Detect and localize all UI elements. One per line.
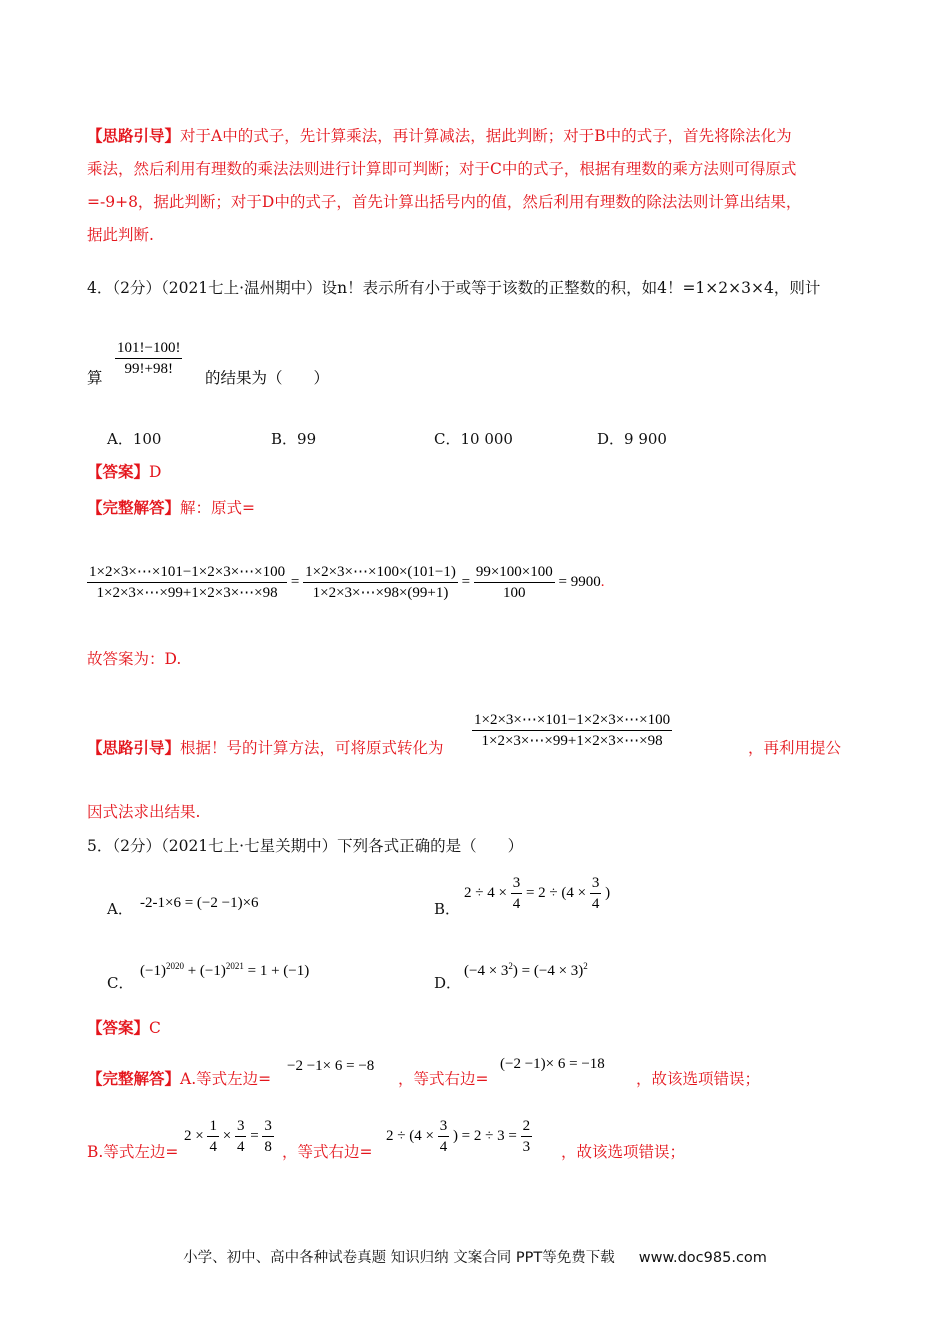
- question-5-stem: 5．（2分）（2021七上·七星关期中）下列各式正确的是（ ）: [87, 837, 524, 855]
- q4-option-a: A．100: [107, 430, 162, 448]
- q5-sol-a-expr1: −2 −1× 6 = −8: [287, 1058, 375, 1074]
- fraction: $\frac{101!-100!}{99!+98!}$: [117, 340, 181, 377]
- q5-option-a: -2-1×6 = (−2 −1)×6: [140, 895, 259, 911]
- footer-link[interactable]: www.doc985.com: [638, 1250, 767, 1266]
- fraction: $\frac{1\times 2\times 3\times\cdots\times 100\times(101-1)}{1\times 2\times 3\times\cdots\times 98\times(99+1)}$: [305, 564, 456, 601]
- q5-option-d-label: D．: [434, 974, 462, 992]
- fraction: $\frac{1\times 2\times 3\times\cdots\times 101-1\times 2\times 3\times\cdots\times 100}{1\times 2\times 3\times\cdots\times 99+1\times 2\times 3\times\cdots\times 98}$: [474, 712, 671, 749]
- q4-hint-line1: 【思路引导】根据！号的计算方法，可将原式转化为: [87, 739, 444, 757]
- q5-option-b-label: B．: [434, 900, 461, 918]
- q5-option-b: 2 ÷ 4 × $\frac{3}{4}$ = 2 ÷ (4 × $\frac{3}{4}$ ): [464, 875, 611, 912]
- fraction: $\frac{3}{4}$: [591, 875, 600, 912]
- fraction: $\frac{1}{4}$: [209, 1118, 217, 1155]
- fraction: $\frac{2}{3}$: [522, 1118, 531, 1155]
- q4-solution-formula: $\frac{1\times 2\times 3\times\cdots\times 101-1\times 2\times 3\times\cdots\times 100}{1\times 2\times 3\times\cdots\times 99+1\times 2\times 3\times\cdots\times 98}$ = $\frac{1\times 2\times 3\times\cdots\times 100\times(101-1)}{1\times 2\times 3\times\cdots\times 98\times(99+1)}$ = $\frac{99\times 100\times 100}{100}$ = 9900.: [89, 564, 605, 601]
- q5-sol-b-expr1: 2 × $\frac{1}{4}$ × $\frac{3}{4}$ = $\frac{3}{8}$: [184, 1118, 272, 1155]
- q4-option-c: C．10 000: [434, 430, 513, 448]
- fraction: $\frac{3}{4}$: [512, 875, 521, 912]
- q4-solution: 【完整解答】解：原式=: [87, 499, 256, 517]
- fraction: $\frac{3}{4}$: [236, 1118, 245, 1155]
- hint-paragraph-q3: 【思路引导】对于A中的式子，先计算乘法，再计算减法，据此判断；对于B中的式子，首先将除法化为 乘法，然后利用有理数的乘法法则进行计算即可判断；对于C中的式子，根据有理数的乘方法则可得原式 =-9+8，据此判断；对于D中的式子，首先计算出括号内的值，然后利用有理数的除法法则计算出结果， 据此判断.: [87, 127, 802, 244]
- fraction: $\frac{1\times 2\times 3\times\cdots\times 101-1\times 2\times 3\times\cdots\times 100}{1\times 2\times 3\times\cdots\times 99+1\times 2\times 3\times\cdots\times 98}$: [89, 564, 286, 601]
- q5-answer: 【答案】C: [87, 1019, 161, 1037]
- page-footer: 小学、初中、高中各种试卷真题 知识归纳 文案合同 PPT等免费下载 www.doc985.com: [183, 1250, 767, 1266]
- fraction: $\frac{3}{8}$: [264, 1118, 272, 1155]
- question-4-stem: 4．（2分）（2021七上·温州期中）设n！表示所有小于或等于该数的正整数的积，如4！=1×2×3×4，则计: [87, 279, 821, 297]
- q4-hint-formula: [472, 710, 672, 751]
- q4-hint-line2: 因式法求出结果.: [87, 803, 201, 821]
- q5-option-a-label: A．: [107, 900, 133, 918]
- q5-option-c: $(-1)^{2020} + (-1)^{2021} = 1 + (-1)$: [140, 961, 310, 979]
- q5-solution-b: B.等式左边=: [87, 1143, 179, 1161]
- hint-label: 【思路引导】: [87, 127, 181, 145]
- q5-option-c-label: C．: [107, 974, 134, 992]
- q4-conclusion: 故答案为：D.: [87, 650, 182, 668]
- fraction: $\frac{3}{4}$: [439, 1118, 448, 1155]
- document-page: 【思路引导】对于A中的式子，先计算乘法，再计算减法，据此判断；对于B中的式子，首先将除法化为 乘法，然后利用有理数的乘法法则进行计算即可判断；对于C中的式子，根据有理数的乘方法则可得原式 =-9+8，据此判断；对于D中的式子，首先计算出括号内的值，然后利用有理数的除法法则计算出结果， 据此判断. 4．（2分）（2021七上·温州期中）设n！表示所有小于或等于该数的正整数的积，如4！=1×2×3×4，则计 算 $\frac{101!-100!}{99!+98!}$ 的结果为（ ） A．100 B．99 C．10 000 D．9 900 【答案】D 【完整解答】解：原式= $\frac{1\times 2\times 3\times\cdots\times 101-1\times 2\times 3\times\cdots\times 100}{1\times 2\times 3\times\cdots\times 99+1\times 2\times 3\times\cdots\times 98}$ = $\frac{1\times 2\times 3\times\cdots\times 100\times(101-1)}{1\times 2\times 3\times\cdots\times 98\times(99+1)}$ = $\frac{99\times 100\times 100}{100}$ = 9900. 故答案为：D. 【思路引导】根据！号的计算方法，可将原式转化为 $\frac{1\times 2\times 3\times\cdots\times 101-1\times 2\times 3\times\cdots\times 100}{1\times 2\times 3\times\cdots\times 99+1\times 2\times 3\times\cdots\times 98}$ ，再利用提公 因式法求出结果. 5．（2分）（2021七上·七星关期中）下列各式正确的是（ ） A． -2-1×6 = (−2 −1)×6 B． 2 ÷ 4 × $\frac{3}{4}$ = 2 ÷ (4 × $\frac{3}{4}$ ) C． $(-1)^{2020} + (-1)^{2021} = 1 + (-1)$ D． $(-4 \times 3^2) = (-4 \times 3)^2$ 【答案】C 【完整解答】A.等式左边= −2 −1× 6 = −8 ，等式右边= (−2 −1)× 6 = −18 ，故该选项错误； B.等式左边= 2 × $\frac{1}{4}$ × $\frac{3}{4}$ = $\frac{3}{8}$ ，等式右边= 2 ÷ (4 × $\frac{3}{4}$ ) = 2 ÷ 3 = $\frac{2}{3}$ ，故该选项错误； 小学、初中、高中各种试卷真题 知识归纳 文案合同 PPT等免费下载 www.doc985.com: [0, 0, 950, 1344]
- fraction: $\frac{99\times 100\times 100}{100}$: [475, 564, 553, 601]
- q4-answer: 【答案】D: [87, 463, 162, 481]
- q5-sol-a-expr2: (−2 −1)× 6 = −18: [500, 1056, 605, 1072]
- q5-option-d: $(-4 \times 3^2) = (-4 \times 3)^2$: [464, 961, 588, 979]
- q4-option-b: B．99: [271, 430, 317, 448]
- q4-option-d: D．9 900: [597, 430, 667, 448]
- q5-solution-a: 【完整解答】A.等式左边=: [87, 1070, 272, 1088]
- q5-sol-b-expr2: 2 ÷ (4 × $\frac{3}{4}$ ) = 2 ÷ 3 = $\frac{2}{3}$: [386, 1118, 531, 1155]
